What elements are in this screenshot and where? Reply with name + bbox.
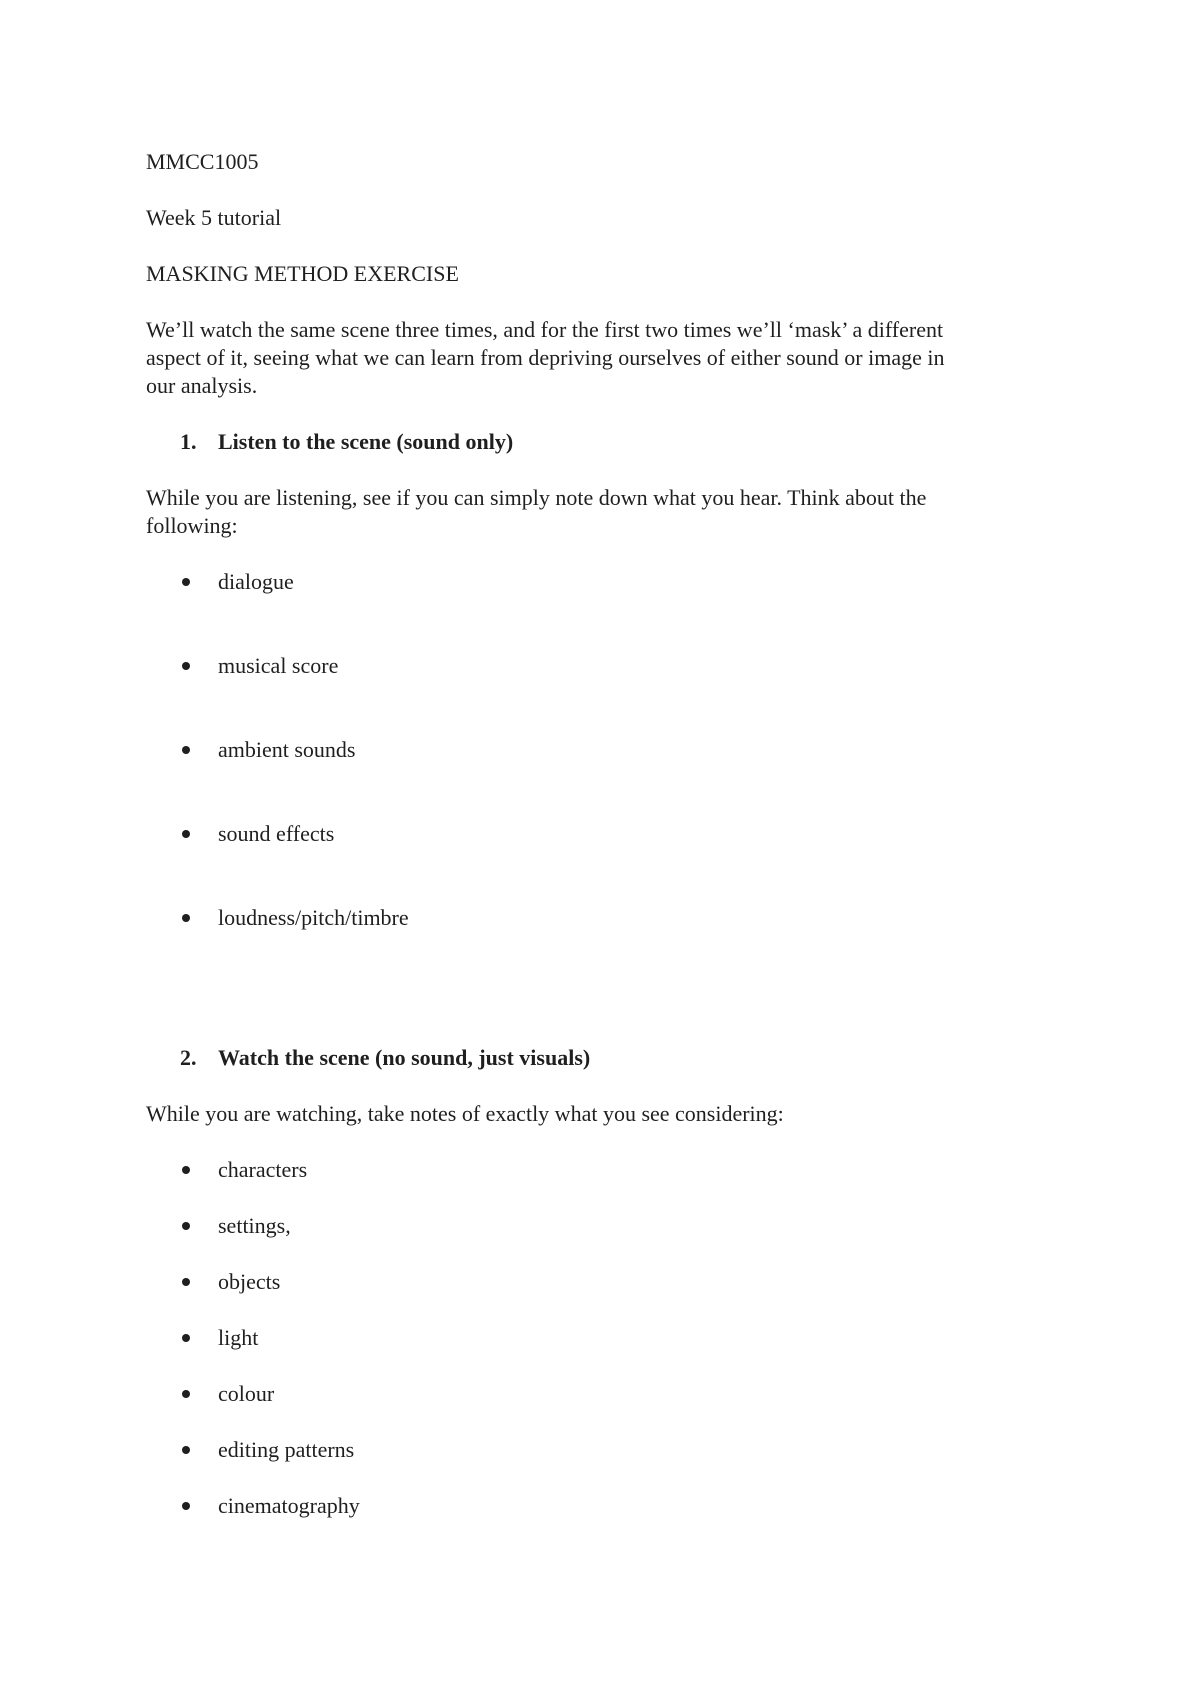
intro-paragraph [146,316,1046,400]
bullet-icon [182,1334,190,1342]
intro-line: We’ll watch the same scene three times, and for the first two times we’ll ‘mask’ a different [146,317,944,342]
bullet-icon [182,578,190,586]
instruction-line: While you are listening, see if you can simply note down what you hear. Think about the [146,485,927,510]
bullet-icon [182,1166,190,1174]
instruction-line: While you are watching, take notes of exactly what you see considering: [146,1101,784,1126]
bullet-icon [182,746,190,754]
week-label: Week 5 tutorial [146,205,282,230]
bullet-icon [182,1502,190,1510]
section-1-title: Listen to the scene (sound only) [218,429,514,454]
section-2-number: 2. [180,1045,197,1070]
instruction-line: following: [146,513,238,538]
bullet-icon [182,1446,190,1454]
course-code: MMCC1005 [146,149,259,174]
document-page: MMCC1005 Week 5 tutorial MASKING METHOD EXERCISE We’ll watch the same scene three times, and for the first two times we’ll ‘mask’ a different aspect of it, seeing what we can learn from depriving ourselves of either sound or image in our analysis. 1. Listen to the scene (sound only) While you are listening, see if you can simply note down what you hear. Think about the following: dialogue musical score ambient sounds sound effects loudness/pitch/timbre 2. Watch the scene (no sound, just visuals) While you are watching, take notes of exactly what you see considering: characters settings, objects light colour editing patterns cinematography [0,0,1200,1696]
bullet-icon [182,1222,190,1230]
bullet-icon [182,1390,190,1398]
bullet-icon [182,1278,190,1286]
section-1-heading [180,428,513,456]
section-2-title: Watch the scene (no sound, just visuals) [218,1045,591,1070]
bullet-icon [182,914,190,922]
section-1-number: 1. [180,429,197,454]
intro-line: our analysis. [146,373,258,398]
bullet-icon [182,830,190,838]
document-title: MASKING METHOD EXERCISE [146,261,459,286]
section-1-instruction [146,484,1046,540]
section-2-instruction [146,1100,1046,1128]
bullet-icon [182,662,190,670]
section-2-heading [180,1044,590,1072]
intro-line: aspect of it, seeing what we can learn from depriving ourselves of either sound or image in [146,345,945,370]
